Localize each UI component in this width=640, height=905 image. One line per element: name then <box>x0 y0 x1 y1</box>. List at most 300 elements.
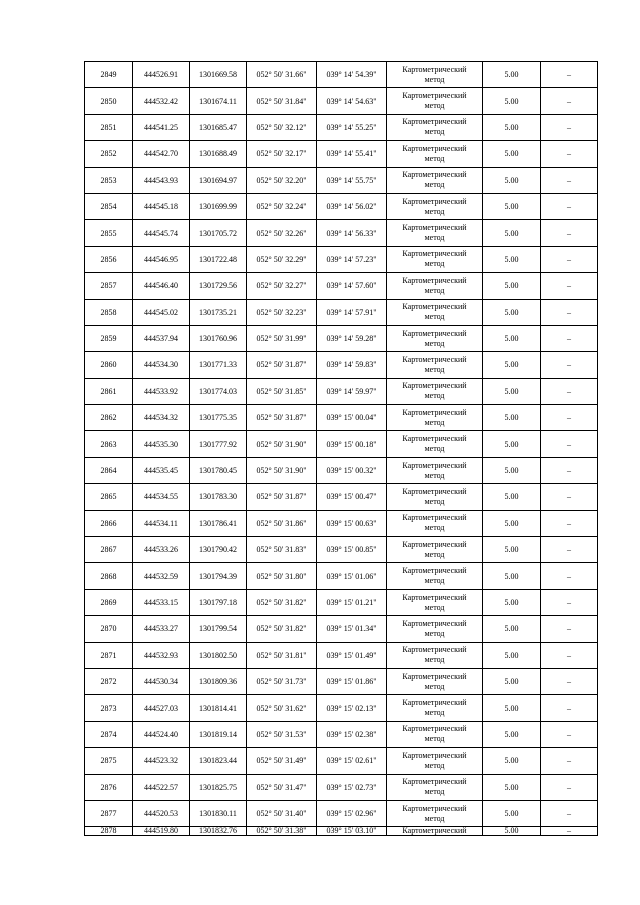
method-label-line2: метод <box>424 549 445 559</box>
x-coordinate-cell: 444546.95 <box>133 246 190 272</box>
y-coordinate-cell: 1301797.18 <box>190 589 247 615</box>
latitude-cell: 052° 50' 31.81" <box>247 642 317 668</box>
longitude-cell: 039° 14' 55.25" <box>317 114 387 140</box>
method-label-line2: метод <box>424 74 445 84</box>
method-label: Картометрический <box>402 460 467 470</box>
latitude-cell: 052° 50' 31.66" <box>247 62 317 88</box>
point-number-cell: 2854 <box>85 193 133 219</box>
description-cell: – <box>541 721 598 747</box>
y-coordinate-cell: 1301809.36 <box>190 668 247 694</box>
y-coordinate-cell: 1301774.03 <box>190 378 247 404</box>
table-row <box>85 457 598 483</box>
method-label-line2: метод <box>424 813 445 823</box>
x-coordinate-cell: 444535.30 <box>133 431 190 457</box>
latitude-cell: 052° 50' 31.84" <box>247 88 317 114</box>
x-coordinate-cell: 444519.80 <box>133 827 190 836</box>
latitude-cell: 052° 50' 32.24" <box>247 193 317 219</box>
accuracy-cell: 5.00 <box>483 642 541 668</box>
method-label: Картометрический <box>402 407 467 417</box>
method-cell <box>387 62 483 88</box>
table-row <box>85 193 598 219</box>
method-label-line2: метод <box>424 417 445 427</box>
accuracy-cell: 5.00 <box>483 141 541 167</box>
latitude-cell: 052° 50' 31.73" <box>247 668 317 694</box>
point-number-cell: 2875 <box>85 748 133 774</box>
latitude-cell: 052° 50' 31.85" <box>247 378 317 404</box>
accuracy-cell: 5.00 <box>483 537 541 563</box>
point-number-cell: 2855 <box>85 220 133 246</box>
x-coordinate-cell: 444534.55 <box>133 484 190 510</box>
description-cell: – <box>541 114 598 140</box>
y-coordinate-cell: 1301783.30 <box>190 484 247 510</box>
point-number-cell: 2850 <box>85 88 133 114</box>
method-cell <box>387 484 483 510</box>
latitude-cell: 052° 50' 31.87" <box>247 352 317 378</box>
description-cell: – <box>541 748 598 774</box>
method-label: Картометрический <box>402 486 467 496</box>
accuracy-cell: 5.00 <box>483 668 541 694</box>
table-row <box>85 378 598 404</box>
description-cell: – <box>541 246 598 272</box>
point-number-cell: 2861 <box>85 378 133 404</box>
longitude-cell: 039° 14' 56.02" <box>317 193 387 219</box>
accuracy-cell: 5.00 <box>483 800 541 826</box>
method-cell <box>387 563 483 589</box>
x-coordinate-cell: 444526.91 <box>133 62 190 88</box>
description-cell: – <box>541 537 598 563</box>
method-label-line2: метод <box>424 734 445 744</box>
accuracy-cell: 5.00 <box>483 748 541 774</box>
point-number-cell: 2860 <box>85 352 133 378</box>
method-cell <box>387 167 483 193</box>
method-cell <box>387 695 483 721</box>
method-cell <box>387 378 483 404</box>
description-cell: – <box>541 273 598 299</box>
latitude-cell: 052° 50' 31.62" <box>247 695 317 721</box>
method-label-line2: метод <box>424 787 445 797</box>
description-cell: – <box>541 431 598 457</box>
accuracy-cell: 5.00 <box>483 220 541 246</box>
method-label: Картометрический <box>402 354 467 364</box>
latitude-cell: 052° 50' 31.90" <box>247 431 317 457</box>
point-number-cell: 2869 <box>85 589 133 615</box>
method-label-line2: метод <box>424 206 445 216</box>
method-label-line2: метод <box>424 602 445 612</box>
method-cell <box>387 589 483 615</box>
accuracy-cell: 5.00 <box>483 378 541 404</box>
x-coordinate-cell: 444541.25 <box>133 114 190 140</box>
description-cell: – <box>541 642 598 668</box>
y-coordinate-cell: 1301760.96 <box>190 325 247 351</box>
method-cell <box>387 510 483 536</box>
x-coordinate-cell: 444545.18 <box>133 193 190 219</box>
method-cell <box>387 457 483 483</box>
method-label-line2: метод <box>424 153 445 163</box>
method-label: Картометрический <box>402 143 467 153</box>
x-coordinate-cell: 444533.15 <box>133 589 190 615</box>
method-label-line2: метод <box>424 285 445 295</box>
longitude-cell: 039° 14' 59.28" <box>317 325 387 351</box>
accuracy-cell: 5.00 <box>483 405 541 431</box>
longitude-cell: 039° 14' 57.60" <box>317 273 387 299</box>
y-coordinate-cell: 1301802.50 <box>190 642 247 668</box>
accuracy-cell: 5.00 <box>483 167 541 193</box>
accuracy-cell: 5.00 <box>483 273 541 299</box>
longitude-cell: 039° 15' 01.49" <box>317 642 387 668</box>
accuracy-cell: 5.00 <box>483 193 541 219</box>
method-cell <box>387 668 483 694</box>
method-label-line2: метод <box>424 444 445 454</box>
method-label: Картометрический <box>402 249 467 259</box>
table-row <box>85 405 598 431</box>
method-label: Картометрический <box>402 539 467 549</box>
latitude-cell: 052° 50' 31.49" <box>247 748 317 774</box>
table-row <box>85 88 598 114</box>
table-row <box>85 616 598 642</box>
point-number-cell: 2852 <box>85 141 133 167</box>
method-cell <box>387 405 483 431</box>
point-number-cell: 2878 <box>85 827 133 836</box>
x-coordinate-cell: 444532.59 <box>133 563 190 589</box>
y-coordinate-cell: 1301780.45 <box>190 457 247 483</box>
table-row <box>85 800 598 826</box>
latitude-cell: 052° 50' 32.29" <box>247 246 317 272</box>
method-label-line2: метод <box>424 364 445 374</box>
latitude-cell: 052° 50' 32.26" <box>247 220 317 246</box>
y-coordinate-cell: 1301674.11 <box>190 88 247 114</box>
method-label: Картометрический <box>402 750 467 760</box>
longitude-cell: 039° 15' 02.73" <box>317 774 387 800</box>
longitude-cell: 039° 14' 57.91" <box>317 299 387 325</box>
method-label-line2: метод <box>424 312 445 322</box>
x-coordinate-cell: 444534.30 <box>133 352 190 378</box>
table-row <box>85 827 598 836</box>
x-coordinate-cell: 444523.32 <box>133 748 190 774</box>
table-row <box>85 510 598 536</box>
x-coordinate-cell: 444520.53 <box>133 800 190 826</box>
x-coordinate-cell: 444535.45 <box>133 457 190 483</box>
point-number-cell: 2872 <box>85 668 133 694</box>
longitude-cell: 039° 15' 00.47" <box>317 484 387 510</box>
longitude-cell: 039° 15' 01.21" <box>317 589 387 615</box>
longitude-cell: 039° 15' 02.13" <box>317 695 387 721</box>
description-cell: – <box>541 405 598 431</box>
latitude-cell: 052° 50' 31.87" <box>247 484 317 510</box>
method-label-line2: метод <box>424 708 445 718</box>
accuracy-cell: 5.00 <box>483 457 541 483</box>
latitude-cell: 052° 50' 31.82" <box>247 616 317 642</box>
x-coordinate-cell: 444545.74 <box>133 220 190 246</box>
table-body <box>85 62 598 836</box>
x-coordinate-cell: 444527.03 <box>133 695 190 721</box>
method-cell <box>387 642 483 668</box>
table-row <box>85 589 598 615</box>
longitude-cell: 039° 14' 54.63" <box>317 88 387 114</box>
method-label: Картометрический <box>402 302 467 312</box>
longitude-cell: 039° 14' 59.97" <box>317 378 387 404</box>
method-cell <box>387 114 483 140</box>
description-cell: – <box>541 325 598 351</box>
longitude-cell: 039° 15' 00.32" <box>317 457 387 483</box>
method-label-line2: метод <box>424 127 445 137</box>
method-cell <box>387 141 483 167</box>
y-coordinate-cell: 1301832.76 <box>190 827 247 836</box>
method-cell <box>387 537 483 563</box>
x-coordinate-cell: 444534.32 <box>133 405 190 431</box>
accuracy-cell: 5.00 <box>483 352 541 378</box>
point-number-cell: 2856 <box>85 246 133 272</box>
method-label: Картометрический <box>402 618 467 628</box>
y-coordinate-cell: 1301694.97 <box>190 167 247 193</box>
point-number-cell: 2858 <box>85 299 133 325</box>
x-coordinate-cell: 444542.70 <box>133 141 190 167</box>
table-row <box>85 114 598 140</box>
longitude-cell: 039° 15' 00.18" <box>317 431 387 457</box>
x-coordinate-cell: 444537.94 <box>133 325 190 351</box>
accuracy-cell: 5.00 <box>483 774 541 800</box>
table-row <box>85 537 598 563</box>
accuracy-cell: 5.00 <box>483 62 541 88</box>
table-row <box>85 642 598 668</box>
point-number-cell: 2862 <box>85 405 133 431</box>
method-label-line2: метод <box>424 338 445 348</box>
longitude-cell: 039° 15' 00.04" <box>317 405 387 431</box>
accuracy-cell: 5.00 <box>483 246 541 272</box>
latitude-cell: 052° 50' 32.17" <box>247 141 317 167</box>
description-cell: – <box>541 167 598 193</box>
method-cell <box>387 88 483 114</box>
point-number-cell: 2871 <box>85 642 133 668</box>
point-number-cell: 2865 <box>85 484 133 510</box>
y-coordinate-cell: 1301722.48 <box>190 246 247 272</box>
description-cell: – <box>541 589 598 615</box>
table-row <box>85 748 598 774</box>
method-label-line2: метод <box>424 101 445 111</box>
x-coordinate-cell: 444530.34 <box>133 668 190 694</box>
method-cell <box>387 748 483 774</box>
table-row <box>85 273 598 299</box>
method-label-line2: метод <box>424 233 445 243</box>
description-cell: – <box>541 88 598 114</box>
description-cell: – <box>541 484 598 510</box>
y-coordinate-cell: 1301669.58 <box>190 62 247 88</box>
accuracy-cell: 5.00 <box>483 114 541 140</box>
method-cell <box>387 827 483 836</box>
point-number-cell: 2849 <box>85 62 133 88</box>
latitude-cell: 052° 50' 31.82" <box>247 589 317 615</box>
y-coordinate-cell: 1301775.35 <box>190 405 247 431</box>
table-row <box>85 484 598 510</box>
accuracy-cell: 5.00 <box>483 431 541 457</box>
y-coordinate-cell: 1301699.99 <box>190 193 247 219</box>
method-label-line2: метод <box>424 523 445 533</box>
table-row <box>85 62 598 88</box>
x-coordinate-cell: 444532.42 <box>133 88 190 114</box>
method-cell <box>387 220 483 246</box>
description-cell: – <box>541 510 598 536</box>
description-cell: – <box>541 299 598 325</box>
table-row <box>85 774 598 800</box>
table-row <box>85 325 598 351</box>
method-label-line2: метод <box>424 760 445 770</box>
document-page <box>84 61 597 836</box>
point-number-cell: 2864 <box>85 457 133 483</box>
method-cell <box>387 721 483 747</box>
point-number-cell: 2863 <box>85 431 133 457</box>
y-coordinate-cell: 1301830.11 <box>190 800 247 826</box>
description-cell: – <box>541 668 598 694</box>
point-number-cell: 2873 <box>85 695 133 721</box>
method-label: Картометрический <box>402 328 467 338</box>
method-label: Картометрический <box>402 91 467 101</box>
table-row <box>85 352 598 378</box>
method-label: Картометрический <box>402 698 467 708</box>
method-label: Картометрический <box>402 64 467 74</box>
accuracy-cell: 5.00 <box>483 563 541 589</box>
table-row <box>85 721 598 747</box>
point-number-cell: 2867 <box>85 537 133 563</box>
accuracy-cell: 5.00 <box>483 589 541 615</box>
longitude-cell: 039° 15' 03.10" <box>317 827 387 836</box>
longitude-cell: 039° 15' 01.06" <box>317 563 387 589</box>
point-number-cell: 2866 <box>85 510 133 536</box>
accuracy-cell: 5.00 <box>483 827 541 836</box>
table-row <box>85 246 598 272</box>
method-cell <box>387 299 483 325</box>
y-coordinate-cell: 1301790.42 <box>190 537 247 563</box>
longitude-cell: 039° 15' 01.34" <box>317 616 387 642</box>
method-label: Картометрический <box>402 592 467 602</box>
latitude-cell: 052° 50' 32.27" <box>247 273 317 299</box>
description-cell: – <box>541 352 598 378</box>
y-coordinate-cell: 1301794.39 <box>190 563 247 589</box>
longitude-cell: 039° 14' 55.41" <box>317 141 387 167</box>
description-cell: – <box>541 774 598 800</box>
method-cell <box>387 352 483 378</box>
latitude-cell: 052° 50' 32.20" <box>247 167 317 193</box>
description-cell: – <box>541 616 598 642</box>
longitude-cell: 039° 14' 55.75" <box>317 167 387 193</box>
method-label: Картометрический <box>402 724 467 734</box>
longitude-cell: 039° 15' 02.96" <box>317 800 387 826</box>
point-number-cell: 2851 <box>85 114 133 140</box>
method-cell <box>387 431 483 457</box>
x-coordinate-cell: 444546.40 <box>133 273 190 299</box>
longitude-cell: 039° 14' 57.23" <box>317 246 387 272</box>
accuracy-cell: 5.00 <box>483 325 541 351</box>
y-coordinate-cell: 1301799.54 <box>190 616 247 642</box>
y-coordinate-cell: 1301814.41 <box>190 695 247 721</box>
y-coordinate-cell: 1301777.92 <box>190 431 247 457</box>
description-cell: – <box>541 827 598 836</box>
longitude-cell: 039° 15' 01.86" <box>317 668 387 694</box>
method-label-line2: метод <box>424 180 445 190</box>
latitude-cell: 052° 50' 31.87" <box>247 405 317 431</box>
longitude-cell: 039° 14' 54.39" <box>317 62 387 88</box>
method-label-line2: метод <box>424 681 445 691</box>
x-coordinate-cell: 444533.26 <box>133 537 190 563</box>
latitude-cell: 052° 50' 31.90" <box>247 457 317 483</box>
latitude-cell: 052° 50' 31.53" <box>247 721 317 747</box>
description-cell: – <box>541 62 598 88</box>
description-cell: – <box>541 457 598 483</box>
latitude-cell: 052° 50' 32.12" <box>247 114 317 140</box>
point-number-cell: 2853 <box>85 167 133 193</box>
method-label: Картометрический <box>402 223 467 233</box>
y-coordinate-cell: 1301705.72 <box>190 220 247 246</box>
description-cell: – <box>541 563 598 589</box>
method-label: Картометрический <box>402 803 467 813</box>
x-coordinate-cell: 444534.11 <box>133 510 190 536</box>
x-coordinate-cell: 444524.40 <box>133 721 190 747</box>
longitude-cell: 039° 14' 56.33" <box>317 220 387 246</box>
x-coordinate-cell: 444543.93 <box>133 167 190 193</box>
x-coordinate-cell: 444522.57 <box>133 774 190 800</box>
y-coordinate-cell: 1301735.21 <box>190 299 247 325</box>
method-cell <box>387 774 483 800</box>
table-row <box>85 141 598 167</box>
longitude-cell: 039° 15' 00.85" <box>317 537 387 563</box>
point-number-cell: 2870 <box>85 616 133 642</box>
method-label: Картометрический <box>402 381 467 391</box>
method-cell <box>387 273 483 299</box>
method-cell <box>387 193 483 219</box>
method-label: Картометрический <box>402 196 467 206</box>
y-coordinate-cell: 1301786.41 <box>190 510 247 536</box>
point-number-cell: 2877 <box>85 800 133 826</box>
longitude-cell: 039° 15' 02.61" <box>317 748 387 774</box>
x-coordinate-cell: 444532.93 <box>133 642 190 668</box>
method-label-line2: метод <box>424 391 445 401</box>
table-row <box>85 167 598 193</box>
method-label: Картометрический <box>402 826 467 836</box>
method-label-line2: метод <box>424 628 445 638</box>
accuracy-cell: 5.00 <box>483 88 541 114</box>
coordinates-table <box>84 61 598 836</box>
method-label: Картометрический <box>402 566 467 576</box>
y-coordinate-cell: 1301825.75 <box>190 774 247 800</box>
y-coordinate-cell: 1301688.49 <box>190 141 247 167</box>
accuracy-cell: 5.00 <box>483 616 541 642</box>
method-label: Картометрический <box>402 513 467 523</box>
method-label: Картометрический <box>402 170 467 180</box>
description-cell: – <box>541 141 598 167</box>
description-cell: – <box>541 695 598 721</box>
method-label: Картометрический <box>402 645 467 655</box>
point-number-cell: 2868 <box>85 563 133 589</box>
description-cell: – <box>541 378 598 404</box>
method-label: Картометрический <box>402 671 467 681</box>
method-label-line2: метод <box>424 259 445 269</box>
method-label-line2: метод <box>424 655 445 665</box>
accuracy-cell: 5.00 <box>483 695 541 721</box>
method-cell <box>387 325 483 351</box>
method-label: Картометрический <box>402 117 467 127</box>
method-cell <box>387 246 483 272</box>
table-row <box>85 695 598 721</box>
y-coordinate-cell: 1301819.14 <box>190 721 247 747</box>
accuracy-cell: 5.00 <box>483 299 541 325</box>
method-label-line2: метод <box>424 496 445 506</box>
table-row <box>85 299 598 325</box>
method-cell <box>387 616 483 642</box>
latitude-cell: 052° 50' 32.23" <box>247 299 317 325</box>
method-label: Картометрический <box>402 275 467 285</box>
method-label-line2: метод <box>424 470 445 480</box>
point-number-cell: 2876 <box>85 774 133 800</box>
latitude-cell: 052° 50' 31.38" <box>247 827 317 836</box>
y-coordinate-cell: 1301771.33 <box>190 352 247 378</box>
